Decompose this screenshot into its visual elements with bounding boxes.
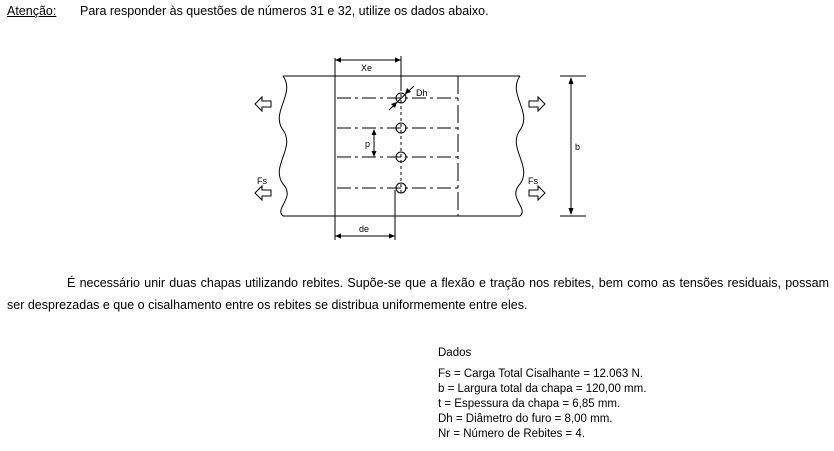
left-arrow-bottom — [255, 186, 271, 200]
attention-text: Para responder às questões de números 31 e 32, utilize os dados abaixo. — [80, 4, 489, 18]
fs-right-label: Fs — [528, 176, 538, 186]
data-item-dh: Dh = Diâmetro do furo = 8,00 mm. — [438, 413, 613, 425]
b-arrowhead-bottom — [569, 208, 574, 215]
problem-statement: É necessário unir duas chapas utilizando rebites. Supõe-se que a flexão e tração nos rebites, bem como as tensões residuais, possam ser desprezadas e que o cisalhamento entre os rebites se distribua uniformemente entre eles. — [7, 276, 829, 312]
dh-label: Dh — [416, 88, 428, 98]
left-arrow-top — [255, 97, 271, 111]
data-item-fs: Fs = Carga Total Cisalhante = 12.063 N. — [438, 368, 643, 380]
de-label: de — [359, 224, 370, 234]
data-title: Dados — [438, 347, 472, 359]
data-item-t: t = Espessura da chapa = 6,85 mm. — [438, 398, 621, 410]
de-arrowhead-right — [389, 234, 395, 239]
xe-arrowhead-right — [395, 58, 401, 63]
b-label: b — [575, 142, 581, 152]
de-arrowhead-left — [335, 234, 341, 239]
p-arrowhead-top — [372, 129, 377, 135]
right-break-line — [516, 76, 524, 216]
right-arrow-top — [529, 97, 545, 111]
xe-label: Xe — [361, 63, 373, 73]
data-block — [438, 346, 646, 442]
data-item-nr: Nr = Número de Rebites = 4. — [438, 428, 586, 440]
fs-left-label: Fs — [257, 176, 267, 186]
attention-label: Atenção: — [7, 4, 57, 18]
right-arrow-bottom — [529, 186, 545, 200]
data-item-b: b = Largura total da chapa = 120,00 mm. — [438, 383, 647, 395]
b-arrowhead-top — [569, 77, 574, 84]
p-arrowhead-bottom — [372, 151, 377, 157]
xe-arrowhead-left — [335, 58, 341, 63]
left-break-line — [279, 76, 287, 216]
dh-arrowhead-2 — [405, 88, 411, 94]
p-label: p — [365, 139, 371, 149]
